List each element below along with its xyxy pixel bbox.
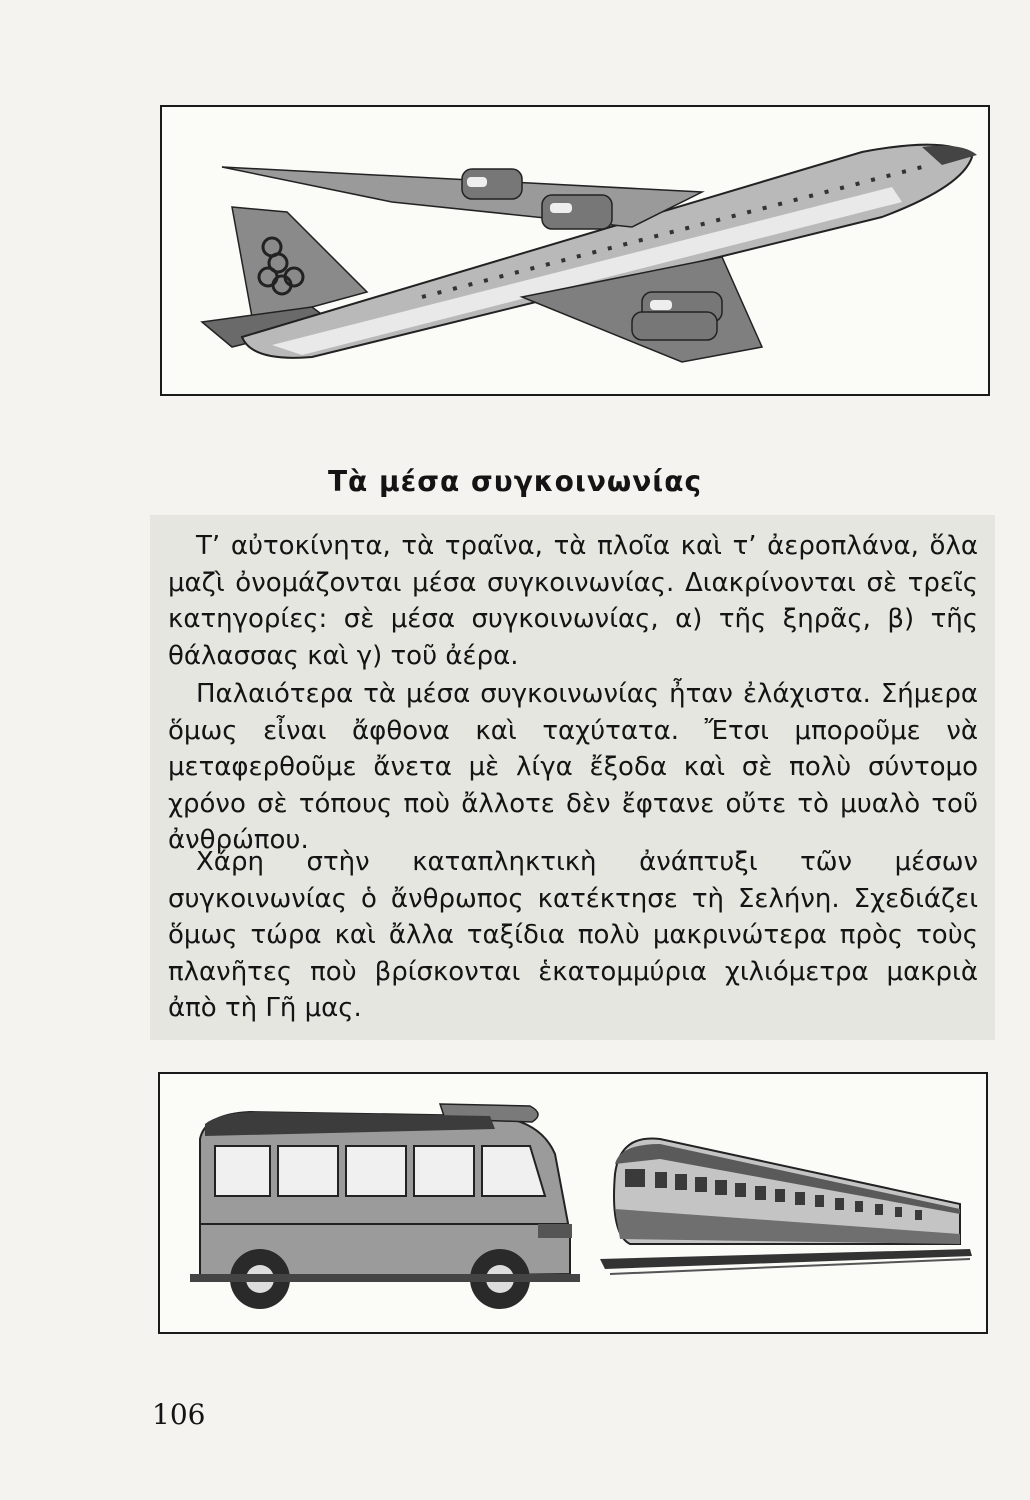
paragraph-2: Παλαιότερα τὰ μέσα συγκοινωνίας ἦταν ἐλάχιστα. Σήμερα ὅμως εἶναι ἄφθονα καὶ ταχύτατα. Ἔτσι μποροῦμε νὰ μεταφερθοῦμε ἄνετα μὲ λίγα ἔξοδα καὶ σὲ πολὺ σύντομο χρόνο σὲ τόπους ποὺ ἄλλοτε δὲν ἔφτανε οὔτε τὸ μυαλὸ τοῦ ἀνθρώπου. [168, 679, 978, 855]
train-illustration [600, 1138, 972, 1274]
page-title: Τὰ μέσα συγκοινωνίας [327, 465, 703, 498]
airplane-illustration [160, 105, 990, 396]
paragraph-3: Χάρη στὴν καταπληκτικὴ ἀνάπτυξι τῶν μέσων συγκοινωνίας ὁ ἄνθρωπος κατέκτησε τὴ Σελήνη. Σχεδιάζει ὅμως τώρα καὶ ἄλλα ταξίδια πολὺ μακρινώτερα πρὸς τοὺς πλανῆτες ποὺ βρίσκονται ἑκατομμύρια χιλιόμετρα μακριὰ ἀπὸ τὴ Γῆ μας. [168, 847, 978, 1023]
minibus-illustration [190, 1104, 580, 1309]
page-number: 106 [152, 1398, 206, 1431]
bus-and-train-illustration [158, 1072, 988, 1334]
paragraph-1: Τ’ αὐτοκίνητα, τὰ τραῖνα, τὰ πλοῖα καὶ τ’ ἀεροπλάνα, ὅλα μαζὶ ὀνομάζονται μέσα συγκοινωνίας. Διακρίνονται σὲ τρεῖς κατηγορίες: σὲ μέσα συγκοινωνίας, α) τῆς ξηρᾶς, β) τῆς θάλασσας καὶ γ) τοῦ ἀέρα. [168, 531, 978, 671]
